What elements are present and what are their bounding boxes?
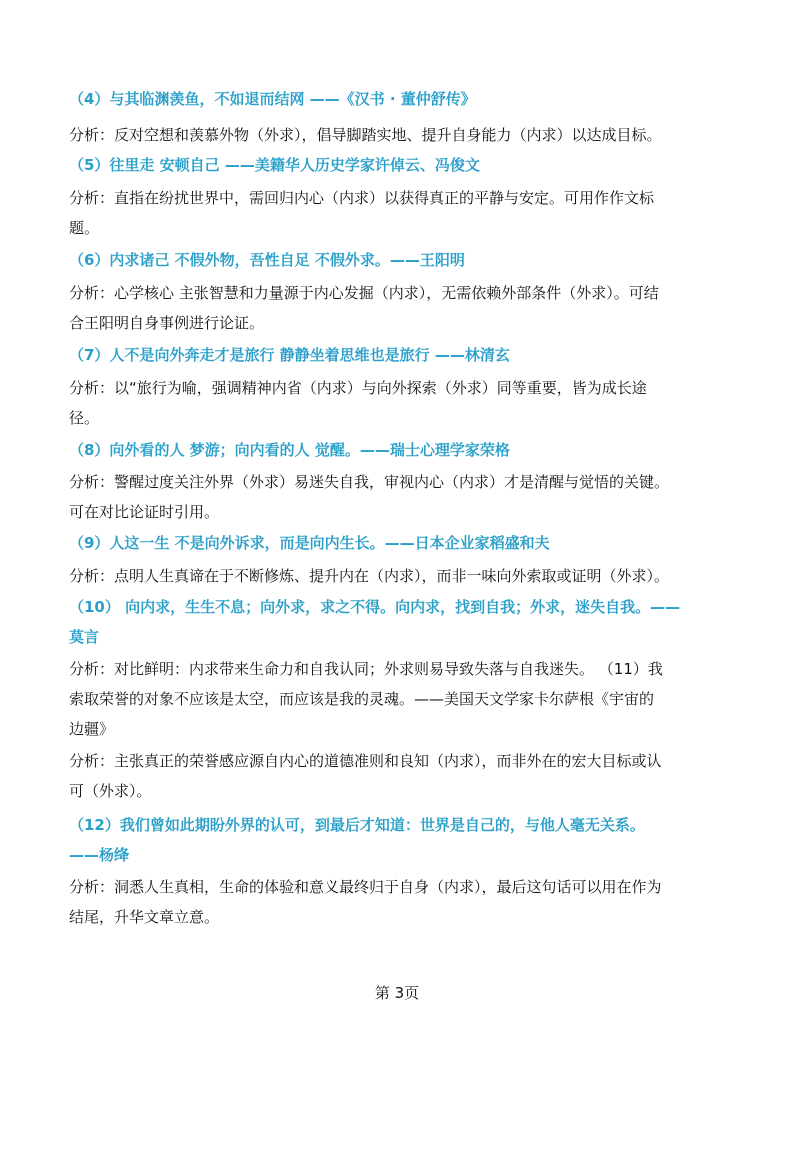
quote-9: （9）人这一生 不是向外诉求，而是向内生长。——日本企业家稻盛和夫 — [69, 534, 550, 552]
analysis-11-line-2: 可（外求）。 — [69, 782, 152, 800]
analysis-8-line-1: 分析：警醒过度关注外界（外求）易迷失自我，审视内心（内求）才是清醒与觉悟的关键。 — [69, 473, 670, 491]
analysis-7-line-1: 分析：以“旅行为喻，强调精神内省（内求）与向外探索（外求）同等重要，皆为成长途 — [69, 379, 647, 397]
analysis-10-line-2: 索取荣誉的对象不应该是太空，而应该是我的灵魂。——美国天文学家卡尔萨根《宇宙的 — [69, 690, 655, 708]
analysis-5-line-1: 分析：直指在纷扰世界中，需回归内心（内求）以获得真正的平静与安定。可用作作文标 — [69, 189, 655, 207]
analysis-10-line-1: 分析：对比鲜明：内求带来生命力和自我认同；外求则易导致失落与自我迷失。 （11）我 — [69, 660, 663, 678]
analysis-6-line-1: 分析：心学核心 主张智慧和力量源于内心发掘（内求），无需依赖外部条件（外求）。可结 — [69, 284, 659, 302]
quote-6: （6）内求诸己 不假外物，吾性自足 不假外求。——王阳明 — [69, 251, 465, 269]
analysis-4: 分析：反对空想和羡慕外物（外求），倡导脚踏实地、提升自身能力（内求）以达成目标。 — [69, 126, 662, 144]
quote-8: （8）向外看的人 梦游；向内看的人 觉醒。——瑞士心理学家荣格 — [69, 441, 510, 459]
analysis-12-line-2: 结尾，升华文章立意。 — [69, 908, 220, 926]
quote-5: （5）往里走 安顿自己 ——美籍华人历史学家许倬云、冯俊文 — [69, 156, 480, 174]
analysis-8-line-2: 可在对比论证时引用。 — [69, 503, 220, 521]
quote-10-line-1: （10） 向内求，生生不息；向外求，求之不得。向内求，找到自我；外求，迷失自我。—— — [69, 598, 681, 616]
quote-12-line-2: ——杨绛 — [69, 846, 130, 864]
analysis-6-line-2: 合王阳明自身事例进行论证。 — [69, 314, 265, 332]
quote-4: （4）与其临渊羡鱼，不如退而结网 ——《汉书 · 董仲舒传》 — [69, 90, 476, 108]
quote-12-line-1: （12）我们曾如此期盼外界的认可，到最后才知道：世界是自己的，与他人毫无关系。 — [69, 816, 645, 834]
analysis-7-line-2: 径。 — [69, 409, 100, 427]
analysis-12-line-1: 分析：洞悉人生真相，生命的体验和意义最终归于自身（内求），最后这句话可以用在作为 — [69, 878, 662, 896]
quote-10-line-2: 莫言 — [69, 628, 100, 646]
analysis-10-line-3: 边疆》 — [69, 720, 115, 738]
quote-7: （7）人不是向外奔走才是旅行 静静坐着思维也是旅行 ——林清玄 — [69, 346, 510, 364]
analysis-9: 分析：点明人生真谛在于不断修炼、提升内在（内求），而非一味向外索取或证明（外求）。 — [69, 567, 670, 585]
analysis-11-line-1: 分析：主张真正的荣誉感应源自内心的道德准则和良知（内求），而非外在的宏大目标或认 — [69, 752, 662, 770]
analysis-5-line-2: 题。 — [69, 219, 100, 237]
page-number: 第 3页 — [374, 984, 420, 1002]
